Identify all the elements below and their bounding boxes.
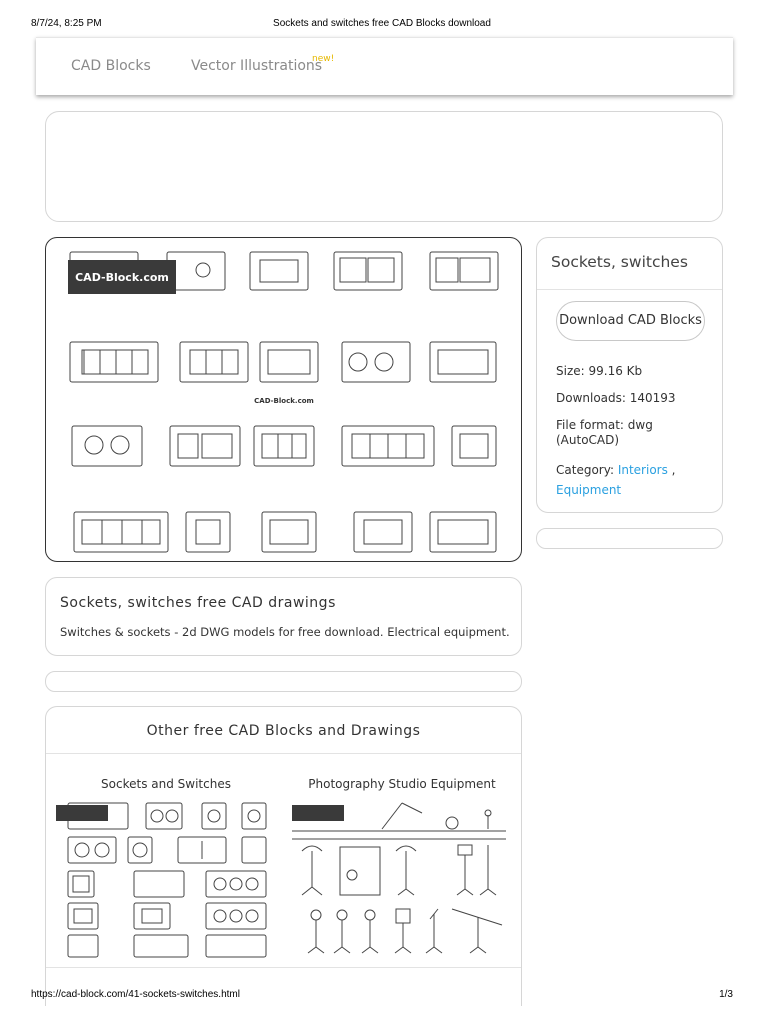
empty-strip bbox=[45, 671, 522, 692]
divider bbox=[537, 289, 722, 290]
nav-cad-blocks[interactable]: CAD Blocks bbox=[71, 58, 151, 74]
print-page-title: Sockets and switches free CAD Blocks download bbox=[273, 18, 491, 29]
file-format bbox=[556, 418, 653, 448]
category-line bbox=[556, 460, 675, 500]
sidebar-empty-box bbox=[536, 528, 723, 549]
category-separator: , bbox=[667, 463, 676, 477]
nav-vector-illustrations[interactable]: Vector Illustrations bbox=[191, 58, 323, 74]
category-link-interiors[interactable]: Interiors bbox=[617, 463, 668, 477]
watermark-small: CAD-Block.com bbox=[254, 397, 314, 405]
print-datetime: 8/7/24, 8:25 PM bbox=[31, 18, 102, 29]
related-item-label[interactable]: Sockets and Switches bbox=[101, 777, 231, 791]
related-item-label[interactable]: Photography Studio Equipment bbox=[308, 777, 496, 791]
print-url: https://cad-block.com/41-sockets-switches.html bbox=[31, 989, 240, 1000]
new-badge: new! bbox=[312, 54, 335, 64]
related-item-photography-studio[interactable] bbox=[292, 777, 512, 959]
divider bbox=[46, 967, 521, 968]
studio-thumbnail-image[interactable] bbox=[292, 799, 512, 959]
cad-preview-image bbox=[45, 237, 522, 562]
description-panel bbox=[45, 577, 522, 656]
watermark-main: CAD-Block.com bbox=[75, 271, 169, 284]
file-format-line2: (AutoCAD) bbox=[556, 433, 620, 447]
other-blocks-panel bbox=[45, 706, 522, 1006]
category-link-equipment[interactable]: Equipment bbox=[556, 483, 622, 497]
print-page-number: 1/3 bbox=[719, 989, 733, 1000]
divider bbox=[46, 753, 521, 754]
download-count: Downloads: 140193 bbox=[556, 391, 676, 405]
top-navbar bbox=[36, 37, 733, 95]
description-title: Sockets, switches free CAD drawings bbox=[60, 595, 336, 611]
ad-banner bbox=[45, 111, 723, 222]
other-blocks-title: Other free CAD Blocks and Drawings bbox=[146, 723, 421, 739]
category-label: Category: bbox=[556, 463, 614, 477]
block-title: Sockets, switches bbox=[551, 253, 688, 271]
block-info-panel bbox=[536, 237, 723, 513]
sockets-switches-drawing bbox=[46, 238, 522, 562]
description-text: Switches & sockets - 2d DWG models for free download. Electrical equipment. bbox=[60, 625, 510, 639]
print-header bbox=[31, 18, 733, 32]
download-cad-blocks-button[interactable]: Download CAD Blocks bbox=[556, 301, 705, 341]
related-item-sockets-switches[interactable] bbox=[56, 777, 276, 959]
print-footer bbox=[31, 989, 733, 1003]
sockets-thumbnail-image[interactable] bbox=[56, 799, 276, 959]
file-size: Size: 99.16 Kb bbox=[556, 364, 643, 378]
file-format-line1: File format: dwg bbox=[556, 418, 653, 432]
